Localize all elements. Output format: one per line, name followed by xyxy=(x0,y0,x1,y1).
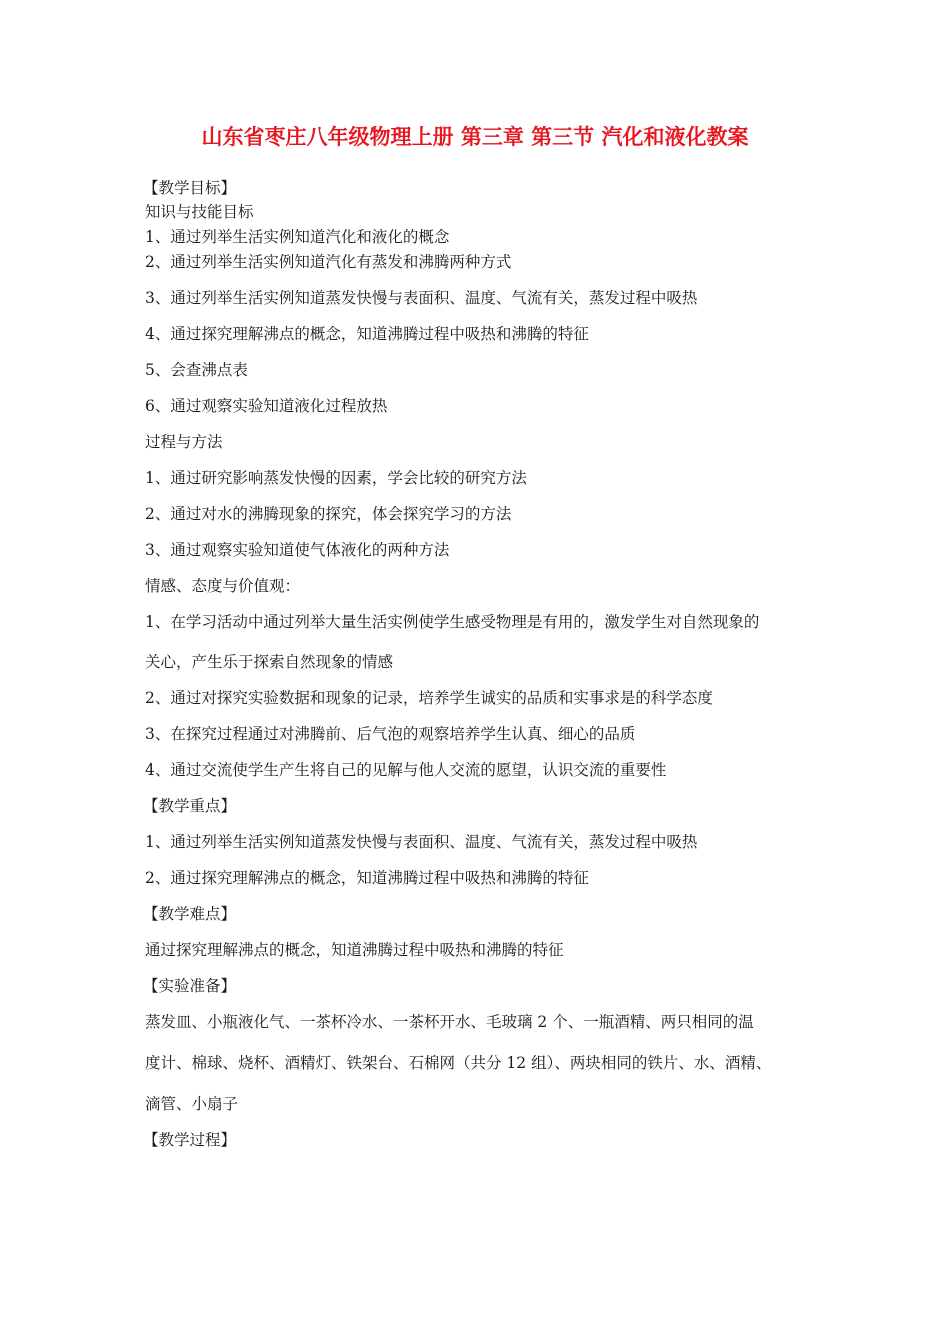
objective-line: 1、通过研究影响蒸发快慢的因素，学会比较的研究方法 xyxy=(145,469,527,487)
heading-teaching-process: 【教学过程】 xyxy=(143,1131,237,1149)
materials-line: 蒸发皿、小瓶液化气、一茶杯冷水、一茶杯开水、毛玻璃 2 个、一瓶酒精、两只相同的温 xyxy=(145,1013,754,1031)
objective-line: 6、通过观察实验知道液化过程放热 xyxy=(145,397,388,415)
objective-line: 2、通过列举生活实例知道汽化有蒸发和沸腾两种方式 xyxy=(145,253,512,271)
heading-difficult-points: 【教学难点】 xyxy=(143,905,237,923)
subheading-process-methods: 过程与方法 xyxy=(145,433,223,451)
key-point-line: 2、通过探究理解沸点的概念，知道沸腾过程中吸热和沸腾的特征 xyxy=(145,869,589,887)
materials-line: 滴管、小扇子 xyxy=(145,1095,239,1113)
difficult-point-line: 通过探究理解沸点的概念，知道沸腾过程中吸热和沸腾的特征 xyxy=(145,941,564,959)
objective-line: 2、通过对探究实验数据和现象的记录，培养学生诚实的品质和实事求是的科学态度 xyxy=(145,689,713,707)
materials-line: 度计、棉球、烧杯、酒精灯、铁架台、石棉网（共分 12 组）、两块相同的铁片、水、酒精、 xyxy=(145,1054,772,1072)
heading-teaching-objectives: 【教学目标】 xyxy=(143,179,237,197)
objective-line: 5、会查沸点表 xyxy=(145,361,248,379)
heading-key-points: 【教学重点】 xyxy=(143,797,237,815)
objective-line-continued: 关心，产生乐于探索自然现象的情感 xyxy=(145,653,394,671)
heading-experiment-preparation: 【实验准备】 xyxy=(143,977,237,995)
subheading-attitude-values: 情感、态度与价值观： xyxy=(145,577,301,595)
objective-line: 3、在探究过程通过对沸腾前、后气泡的观察培养学生认真、细心的品质 xyxy=(145,725,636,743)
objective-line: 1、通过列举生活实例知道汽化和液化的概念 xyxy=(145,228,450,246)
key-point-line: 1、通过列举生活实例知道蒸发快慢与表面积、温度、气流有关，蒸发过程中吸热 xyxy=(145,833,698,851)
objective-line: 4、通过探究理解沸点的概念，知道沸腾过程中吸热和沸腾的特征 xyxy=(145,325,589,343)
document-title: 山东省枣庄八年级物理上册 第三章 第三节 汽化和液化教案 xyxy=(201,125,749,149)
objective-line: 3、通过列举生活实例知道蒸发快慢与表面积、温度、气流有关，蒸发过程中吸热 xyxy=(145,289,698,307)
subheading-knowledge-skills: 知识与技能目标 xyxy=(145,203,254,221)
objective-line: 1、在学习活动中通过列举大量生活实例使学生感受物理是有用的，激发学生对自然现象的 xyxy=(145,613,760,631)
objective-line: 3、通过观察实验知道使气体液化的两种方法 xyxy=(145,541,450,559)
objective-line: 4、通过交流使学生产生将自己的见解与他人交流的愿望，认识交流的重要性 xyxy=(145,761,667,779)
objective-line: 2、通过对水的沸腾现象的探究，体会探究学习的方法 xyxy=(145,505,512,523)
